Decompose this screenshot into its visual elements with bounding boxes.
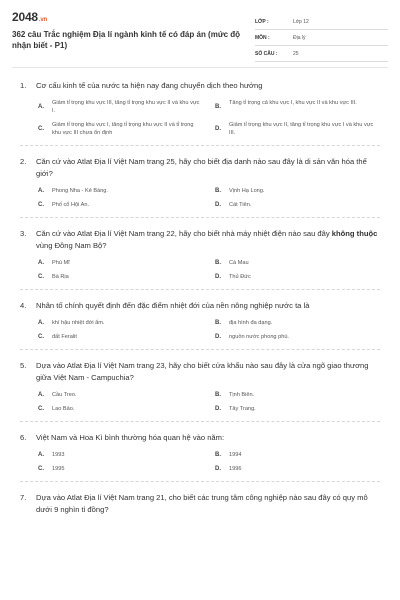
- option-letter: D.: [215, 406, 221, 412]
- option-letter: C.: [38, 202, 44, 208]
- option-b[interactable]: [215, 187, 380, 195]
- question-5: [20, 360, 380, 422]
- option-c[interactable]: [38, 201, 203, 209]
- option-text: Vịnh Hạ Long.: [229, 188, 265, 194]
- option-text: 1993: [52, 452, 65, 458]
- meta-row-count: [255, 46, 388, 62]
- answer-options: [20, 252, 380, 281]
- option-letter: A.: [38, 392, 44, 398]
- question-number: 6.: [20, 433, 27, 442]
- question-stem: [20, 80, 380, 92]
- option-d[interactable]: [215, 333, 380, 341]
- header-divider: [12, 67, 388, 68]
- option-text: Tây Trang.: [229, 406, 256, 412]
- meta-label: LỚP :: [255, 18, 269, 25]
- option-a[interactable]: [38, 391, 203, 399]
- question-1: [20, 80, 380, 146]
- question-4: [20, 300, 380, 350]
- option-text: Giảm tỉ trọng khu vực III, tăng tỉ trọng khu vực II và khu vực I.: [52, 100, 200, 114]
- question-list: [20, 80, 380, 534]
- option-text: Phố cổ Hội An.: [52, 202, 90, 208]
- option-a[interactable]: [38, 259, 203, 267]
- option-letter: B.: [215, 260, 221, 266]
- option-a[interactable]: [38, 99, 203, 115]
- question-stem: [20, 360, 380, 384]
- question-stem: [20, 432, 380, 444]
- question-text: Cơ cấu kinh tế của nước ta hiện nay đang chuyển dịch theo hướng: [36, 81, 263, 90]
- option-text: Giảm tỉ trọng khu vực II, tăng tỉ trọng khu vực I và khu vực III.: [229, 122, 374, 136]
- option-text: 1994: [229, 452, 242, 458]
- option-b[interactable]: [215, 451, 380, 459]
- meta-row-subject: [255, 30, 388, 46]
- option-letter: C.: [38, 126, 44, 132]
- option-c[interactable]: [38, 121, 203, 137]
- option-letter: B.: [215, 392, 221, 398]
- option-c[interactable]: [38, 405, 203, 413]
- option-text: Bà Rịa: [52, 274, 69, 280]
- option-a[interactable]: [38, 187, 203, 195]
- option-text: 1995: [52, 466, 65, 472]
- meta-table: [255, 14, 388, 62]
- option-text: Cát Tiên.: [229, 202, 252, 208]
- option-text: nguồn nước phong phú.: [229, 334, 289, 340]
- option-letter: D.: [215, 202, 221, 208]
- answer-options: [20, 180, 380, 209]
- option-d[interactable]: [215, 405, 380, 413]
- option-d[interactable]: [215, 201, 380, 209]
- question-6: [20, 432, 380, 482]
- question-number: 5.: [20, 361, 27, 370]
- meta-label: SỐ CÂU :: [255, 50, 278, 57]
- option-text: Thủ Đức: [229, 274, 251, 280]
- question-text: [36, 228, 380, 252]
- option-c[interactable]: [38, 465, 203, 473]
- question-text-start: Căn cứ vào Atlat Địa lí Việt Nam trang 22, hãy cho biết nhà máy nhiệt điện nào sau đây: [36, 229, 332, 238]
- question-text-end: vùng Đông Nam Bộ?: [36, 241, 107, 250]
- meta-value: 25: [293, 50, 299, 57]
- option-letter: B.: [215, 320, 221, 326]
- option-text: Tịnh Biên.: [229, 392, 255, 398]
- document-title: 362 câu Trắc nghiệm Địa lí ngành kinh tế có đáp án (mức độ nhận biết - P1): [12, 30, 241, 50]
- meta-label: MÔN :: [255, 34, 270, 41]
- answer-options: [20, 444, 380, 473]
- question-stem: [20, 492, 380, 516]
- option-text: Lao Bảo.: [52, 406, 75, 412]
- option-text: 1996: [229, 466, 242, 472]
- answer-options: [20, 312, 380, 341]
- question-emphasis: không thuộc: [331, 229, 378, 238]
- option-letter: C.: [38, 406, 44, 412]
- logo-suffix: .vn: [38, 17, 47, 23]
- option-letter: C.: [38, 466, 44, 472]
- answer-options: [20, 92, 380, 137]
- question-number: 3.: [20, 229, 27, 238]
- option-a[interactable]: [38, 319, 203, 327]
- option-b[interactable]: [215, 391, 380, 399]
- question-number: 7.: [20, 493, 27, 502]
- option-text: Tăng tỉ trọng cả khu vực I, khu vực II và khu vực III.: [229, 100, 357, 106]
- option-letter: D.: [215, 334, 221, 340]
- question-text: Căn cứ vào Atlat Địa lí Việt Nam trang 25, hãy cho biết địa danh nào sau đây là di sản văn hóa thế giới?: [36, 157, 367, 178]
- option-letter: B.: [215, 452, 221, 458]
- option-b[interactable]: [215, 99, 380, 115]
- option-letter: A.: [38, 320, 44, 326]
- question-text: Nhân tố chính quyết định đến đặc điểm nhiệt đới của nền nông nghiệp nước ta là: [36, 301, 310, 310]
- meta-row-class: [255, 14, 388, 30]
- option-text: Giảm tỉ trọng khu vực I, tăng tỉ trọng khu vực II và tỉ trọng khu vực III chưa ổn định: [52, 122, 194, 136]
- option-c[interactable]: [38, 333, 203, 341]
- site-logo[interactable]: [12, 10, 47, 24]
- answer-options: [20, 384, 380, 413]
- option-letter: C.: [38, 274, 44, 280]
- option-letter: A.: [38, 260, 44, 266]
- meta-value: Lớp 12: [293, 18, 309, 25]
- meta-value: Địa lý: [293, 34, 306, 41]
- question-stem: [20, 156, 380, 180]
- option-letter: A.: [38, 188, 44, 194]
- option-b[interactable]: [215, 259, 380, 267]
- option-text: khí hậu nhiệt đới ẩm.: [52, 320, 105, 326]
- question-stem: [20, 300, 380, 312]
- question-number: 2.: [20, 157, 27, 166]
- header: [12, 10, 388, 62]
- logo-main: 2048: [12, 10, 38, 24]
- option-letter: D.: [215, 126, 221, 132]
- option-d[interactable]: [215, 465, 380, 473]
- option-text: Cầu Treo.: [52, 392, 77, 398]
- option-d[interactable]: [215, 273, 380, 281]
- option-letter: B.: [215, 188, 221, 194]
- question-3: [20, 228, 380, 290]
- option-letter: C.: [38, 334, 44, 340]
- question-stem: [20, 228, 380, 252]
- option-text: đất Feralit: [52, 334, 77, 340]
- option-text: Phú Mĩ: [52, 260, 70, 266]
- option-letter: D.: [215, 466, 221, 472]
- question-number: 4.: [20, 301, 27, 310]
- option-c[interactable]: [38, 273, 203, 281]
- question-text: Việt Nam và Hoa Kì bình thường hóa quan hệ vào năm:: [36, 433, 225, 442]
- question-text: Dựa vào Atlat Địa lí Việt Nam trang 23, hãy cho biết cửa khẩu nào sau đây là cửa ngõ giao thương giữa Việt Nam - Campuchia?: [36, 361, 369, 382]
- question-7: [20, 492, 380, 524]
- option-a[interactable]: [38, 451, 203, 459]
- option-letter: A.: [38, 452, 44, 458]
- question-number: 1.: [20, 81, 27, 90]
- question-text: Dựa vào Atlat Địa lí Việt Nam trang 21, cho biết các trung tâm công nghiệp nào sau đây có quy mô dưới 9 nghìn tỉ đồng?: [36, 493, 368, 514]
- option-text: Cà Mau: [229, 260, 249, 266]
- option-text: địa hình đa dạng.: [229, 320, 273, 326]
- option-text: Phong Nha - Kẻ Bàng.: [52, 188, 108, 194]
- option-letter: D.: [215, 274, 221, 280]
- option-d[interactable]: [215, 121, 380, 137]
- option-letter: A.: [38, 104, 44, 110]
- option-b[interactable]: [215, 319, 380, 327]
- question-2: [20, 156, 380, 218]
- option-letter: B.: [215, 104, 221, 110]
